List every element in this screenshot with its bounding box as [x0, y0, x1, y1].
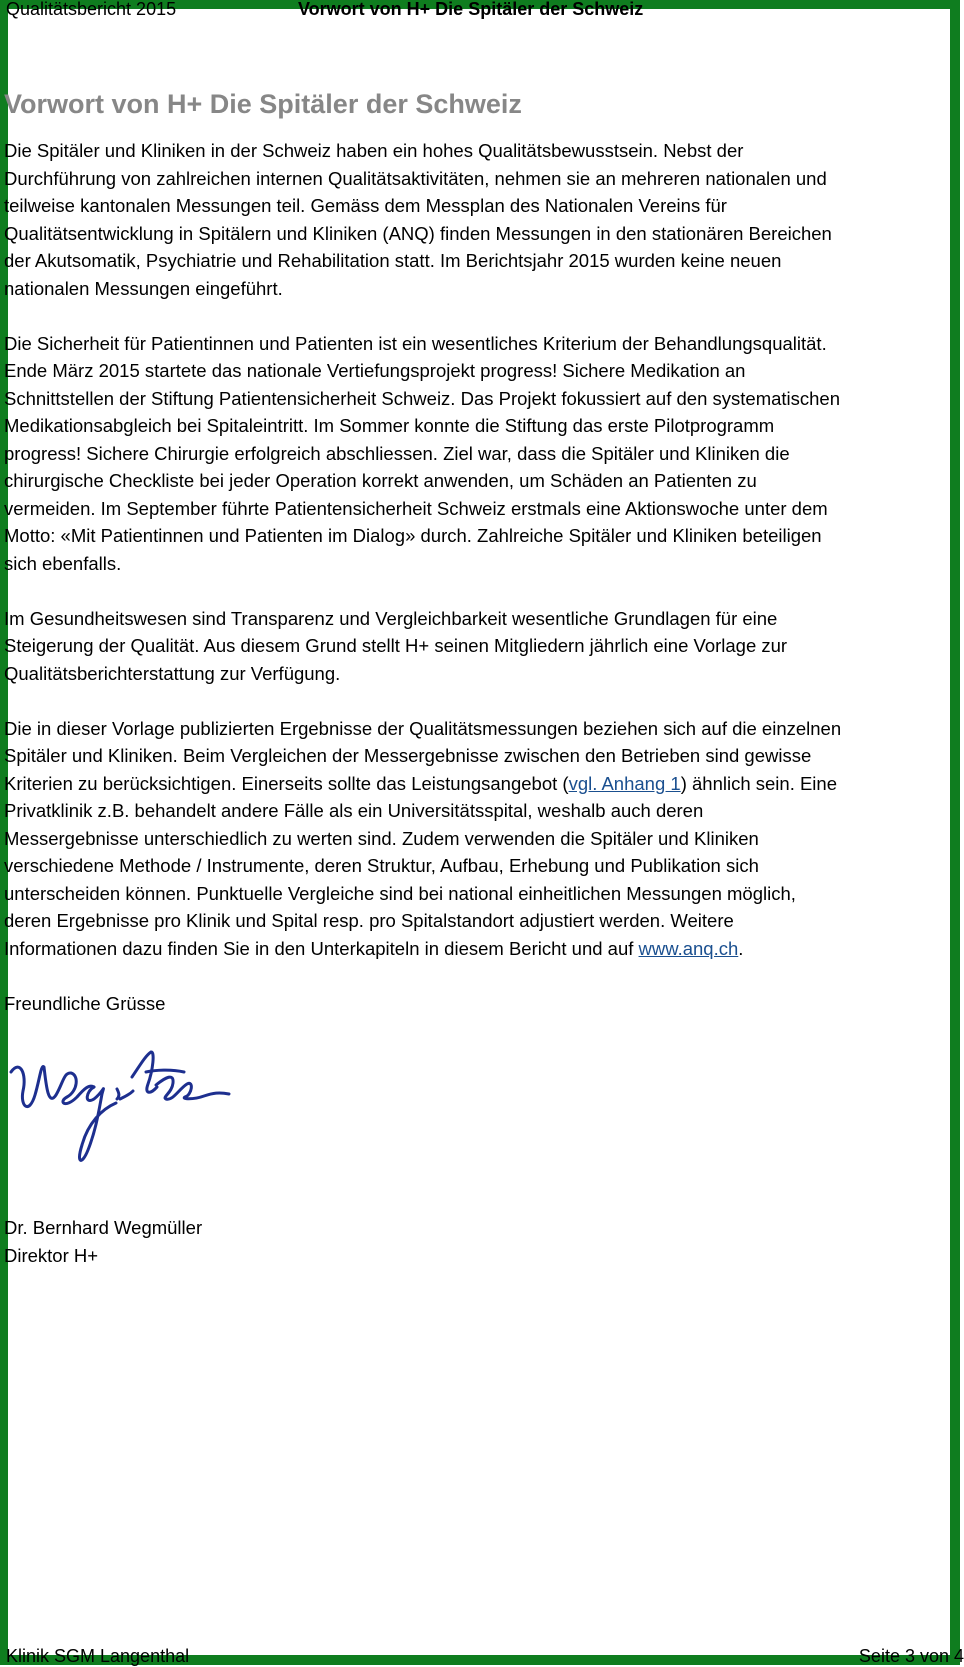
handwritten-signature	[6, 1039, 236, 1184]
text-line: Spitäler und Kliniken. Beim Vergleichen der Messergebnisse zwischen den Betrieben sind gewisse	[4, 745, 812, 766]
text-line: teilweise kantonalen Messungen teil. Gemäss dem Messplan des Nationalen Vereins für	[4, 195, 727, 216]
section-header-label: Vorwort von H+ Die Spitäler der Schweiz	[298, 0, 644, 19]
text-line: sich ebenfalls.	[4, 552, 122, 574]
report-header-label: Qualitätsbericht 2015	[6, 0, 177, 19]
text-line: chirurgische Checkliste bei jeder Operation korrekt anwenden, um Schäden an Patienten zu	[4, 470, 757, 491]
document-page	[4, 0, 964, 1666]
signer-role: Direktor H+	[4, 1244, 99, 1266]
page-title: Vorwort von H+ Die Spitäler der Schweiz	[4, 89, 522, 119]
annex-1-link[interactable]: vgl. Anhang 1	[568, 772, 681, 794]
text-line: vermeiden. Im September führte Patientensicherheit Schweiz erstmals eine Aktionswoche unter dem	[4, 497, 828, 519]
text-line: Schnittstellen der Stiftung Patientensicherheit Schweiz. Das Projekt fokussiert auf den systematischen	[4, 387, 841, 409]
signer-name: Dr. Bernhard Wegmüller	[4, 1217, 203, 1238]
text-line: Steigerung der Qualität. Aus diesem Grund stellt H+ seinen Mitgliedern jährlich eine Vorlage zur	[4, 635, 788, 656]
annex-reference-line	[4, 770, 964, 798]
comparison-paragraph	[4, 715, 964, 963]
anq-website-link[interactable]: www.anq.ch	[638, 937, 739, 959]
text-line: Messergebnisse unterschiedlich zu werten sind. Zudem verwenden die Spitäler und Kliniken	[4, 827, 759, 849]
clinic-footer: Klinik SGM Langenthal	[6, 1646, 190, 1666]
page-number: Seite 3 von 4	[858, 1646, 964, 1666]
text-line: Durchführung von zahlreichen internen Qualitätsaktivitäten, nehmen sie an mehreren nationalen und	[4, 167, 827, 189]
text-line: Motto: «Mit Patientinnen und Patienten im Dialog» durch. Zahlreiche Spitäler und Kliniken beteiligen	[4, 525, 822, 546]
text-line: Qualitätsentwicklung in Spitälern und Kliniken (ANQ) finden Messungen in den stationären Bereichen	[4, 222, 832, 244]
text-line: Ende März 2015 startete das nationale Vertiefungsprojekt progress! Sichere Medikation an	[4, 360, 746, 381]
text-line: unterscheiden können. Punktuelle Vergleiche sind bei national einheitlichen Messungen möglich,	[4, 882, 796, 904]
text-line: verschiedene Methode / Instrumente, deren Struktur, Aufbau, Erhebung und Publikation sich	[4, 855, 759, 876]
safety-paragraph	[4, 330, 964, 578]
text-line: nationalen Messungen eingeführt.	[4, 277, 283, 299]
text-line: Im Gesundheitswesen sind Transparenz und Vergleichbarkeit wesentliche Grundlagen für eine	[4, 607, 778, 629]
text-line: progress! Sichere Chirurgie erfolgreich abschliessen. Ziel war, dass die Spitäler und Kliniken die	[4, 442, 790, 464]
text-line: Qualitätsberichterstattung zur Verfügung.	[4, 662, 341, 684]
website-reference-line	[4, 935, 964, 963]
signer-block	[4, 1214, 202, 1269]
text-line: der Akutsomatik, Psychiatrie und Rehabilitation statt. Im Berichtsjahr 2015 wurden keine neuen	[4, 250, 782, 271]
text-line: Die in dieser Vorlage publizierten Ergebnisse der Qualitätsmessungen beziehen sich auf die einzelnen	[4, 717, 842, 739]
text-line: Privatklinik z.B. behandelt andere Fälle als ein Universitätsspital, weshalb auch deren	[4, 800, 704, 821]
website-line-suffix: .	[738, 937, 744, 959]
website-line-prefix: Informationen dazu finden Sie in den Unterkapiteln in diesem Bericht und auf	[4, 937, 639, 959]
document-body	[4, 137, 964, 1045]
closing-greeting: Freundliche Grüsse	[4, 992, 166, 1014]
text-line: deren Ergebnisse pro Klinik und Spital resp. pro Spitalstandort adjustiert werden. Weitere	[4, 910, 734, 931]
annex-line-prefix: Kriterien zu berücksichtigen. Einerseits sollte das Leistungsangebot (	[4, 772, 569, 794]
text-line: Die Spitäler und Kliniken in der Schweiz haben ein hohes Qualitätsbewusstsein. Nebst der	[4, 140, 744, 161]
annex-line-suffix: ) ähnlich sein. Eine	[680, 772, 837, 794]
intro-paragraph	[4, 137, 964, 302]
text-line: Die Sicherheit für Patientinnen und Patienten ist ein wesentliches Kriterium der Behandlungsqualität.	[4, 332, 827, 354]
text-line: Medikationsabgleich bei Spitaleintritt. Im Sommer konnte die Stiftung das erste Pilotprogramm	[4, 415, 775, 436]
transparency-paragraph	[4, 605, 964, 688]
